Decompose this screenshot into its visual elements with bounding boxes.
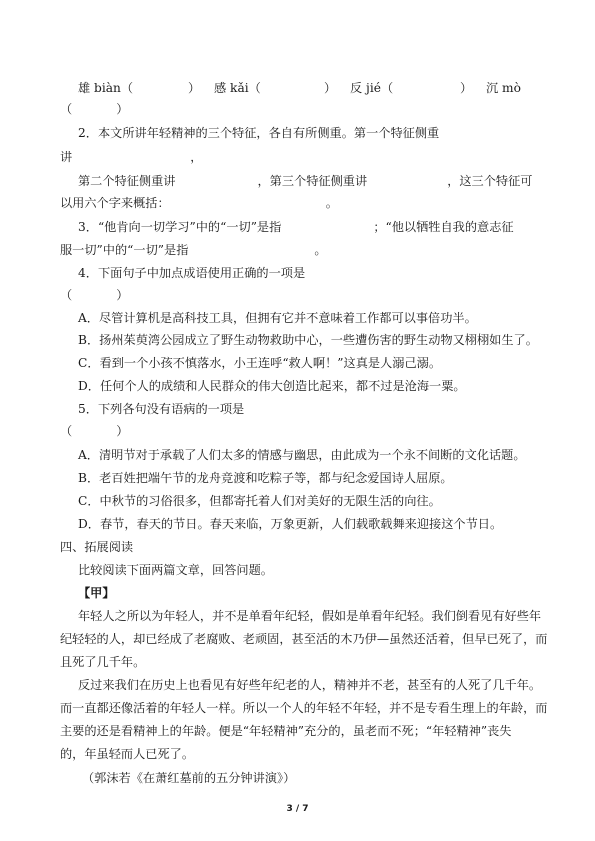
- passage-para2-line1: 反过来我们在历史上也看见有好些年纪老的人，精神并不老，甚至有的人死了几千年。: [78, 678, 542, 692]
- passage-para2-line3: 主要的还是看精神上的年龄。便是“年轻精神”充分的，虽老而不死；“年轻精神”丧失: [60, 724, 512, 738]
- q4-option-a: A．尽管计算机是高科技工具，但拥有它并不意味着工作都可以事倍功半。: [78, 311, 477, 325]
- q5-answer-paren: （ ）: [60, 424, 129, 438]
- q2-line-4: 以用六个字来概括： 。: [60, 196, 338, 210]
- q2-line-2: 讲 ，: [60, 150, 203, 164]
- q4-option-b: B．扬州茱萸湾公园成立了野生动物救助中心，一些遭伤害的野生动物又栩栩如生了。: [78, 333, 538, 347]
- q4-option-c: C．看到一个小孩不慎落水，小王连呼“救人啊！”这真是人溺己溺。: [78, 356, 442, 370]
- q1-word-2-close: ）: [324, 81, 337, 95]
- q3-line-2: 服一切”中的“一切”是指 。: [60, 243, 327, 257]
- passage-para1-line2: 纪轻轻的人，却已经成了老腐败、老顽固，甚至活的木乃伊—虽然还活着，但早已死了，而: [60, 632, 548, 646]
- q1-word-3: 反 jié（: [350, 81, 394, 95]
- q5-stem: 5．下列各句没有语病的一项是: [78, 402, 245, 416]
- q1-word-3-close: ）: [460, 81, 473, 95]
- passage-para2-line2: 而一直都还像活着的年轻人一样。所以一个人的年轻不年轻，并不是专看生理上的年龄，而: [60, 701, 548, 715]
- q4-answer-paren: （ ）: [60, 288, 129, 302]
- q4-stem: 4．下面句子中加点成语使用正确的一项是: [78, 266, 306, 280]
- passage-label-jia: 【甲】: [78, 586, 115, 600]
- q5-option-a: A．清明节对于承载了人们太多的情感与幽思，由此成为一个永不间断的文化话题。: [78, 448, 526, 462]
- page-number: 3 / 7: [286, 804, 309, 814]
- q3-line-1: 3．“他肯向一切学习”中的“一切”是指 ；“他以牺牲自我的意志征: [78, 220, 514, 234]
- q5-option-b: B．老百姓把端午节的龙舟竞渡和吃粽子等，都与纪念爱国诗人屈原。: [78, 471, 453, 485]
- q1-word-1-close: ）: [188, 81, 201, 95]
- section-heading: 四、拓展阅读: [60, 540, 134, 554]
- q5-option-d: D．春节，春天的节日。春天来临，万象更新，人们载歌载舞来迎接这个节日。: [78, 517, 503, 531]
- q1-pinyin-row: [78, 80, 521, 96]
- passage-para2-line4: 的，年虽轻而人已死了。: [60, 747, 195, 761]
- q2-line-3: 第二个特征侧重讲 ，第三个特征侧重讲 ，这三个特征可: [78, 174, 533, 188]
- passage-para1-line3: 且死了几千年。: [60, 655, 146, 669]
- q1-word-2: 感 kǎi（: [214, 81, 261, 95]
- q1-answer-paren: （ ）: [60, 102, 129, 116]
- section-instruction: 比较阅读下面两篇文章，回答问题。: [78, 563, 273, 577]
- q2-line-1: 2．本文所讲年轻精神的三个特征，各自有所侧重。第一个特征侧重: [78, 126, 440, 140]
- passage-source: （郭沫若《在萧红墓前的五分钟讲演》）: [82, 771, 296, 785]
- q4-option-d: D．任何个人的成绩和人民群众的伟大创造比起来，都不过是沧海一粟。: [78, 379, 466, 393]
- q1-word-1: 雄 biàn（: [78, 81, 134, 95]
- passage-para1-line1: 年轻人之所以为年轻人，并不是单看年纪轻，假如是单看年纪轻。我们倒看见有好些年: [78, 609, 542, 623]
- q5-option-c: C．中秋节的习俗很多，但都寄托着人们对美好的无限生活的向往。: [78, 494, 441, 508]
- q1-word-4: 沉 mò: [486, 81, 521, 95]
